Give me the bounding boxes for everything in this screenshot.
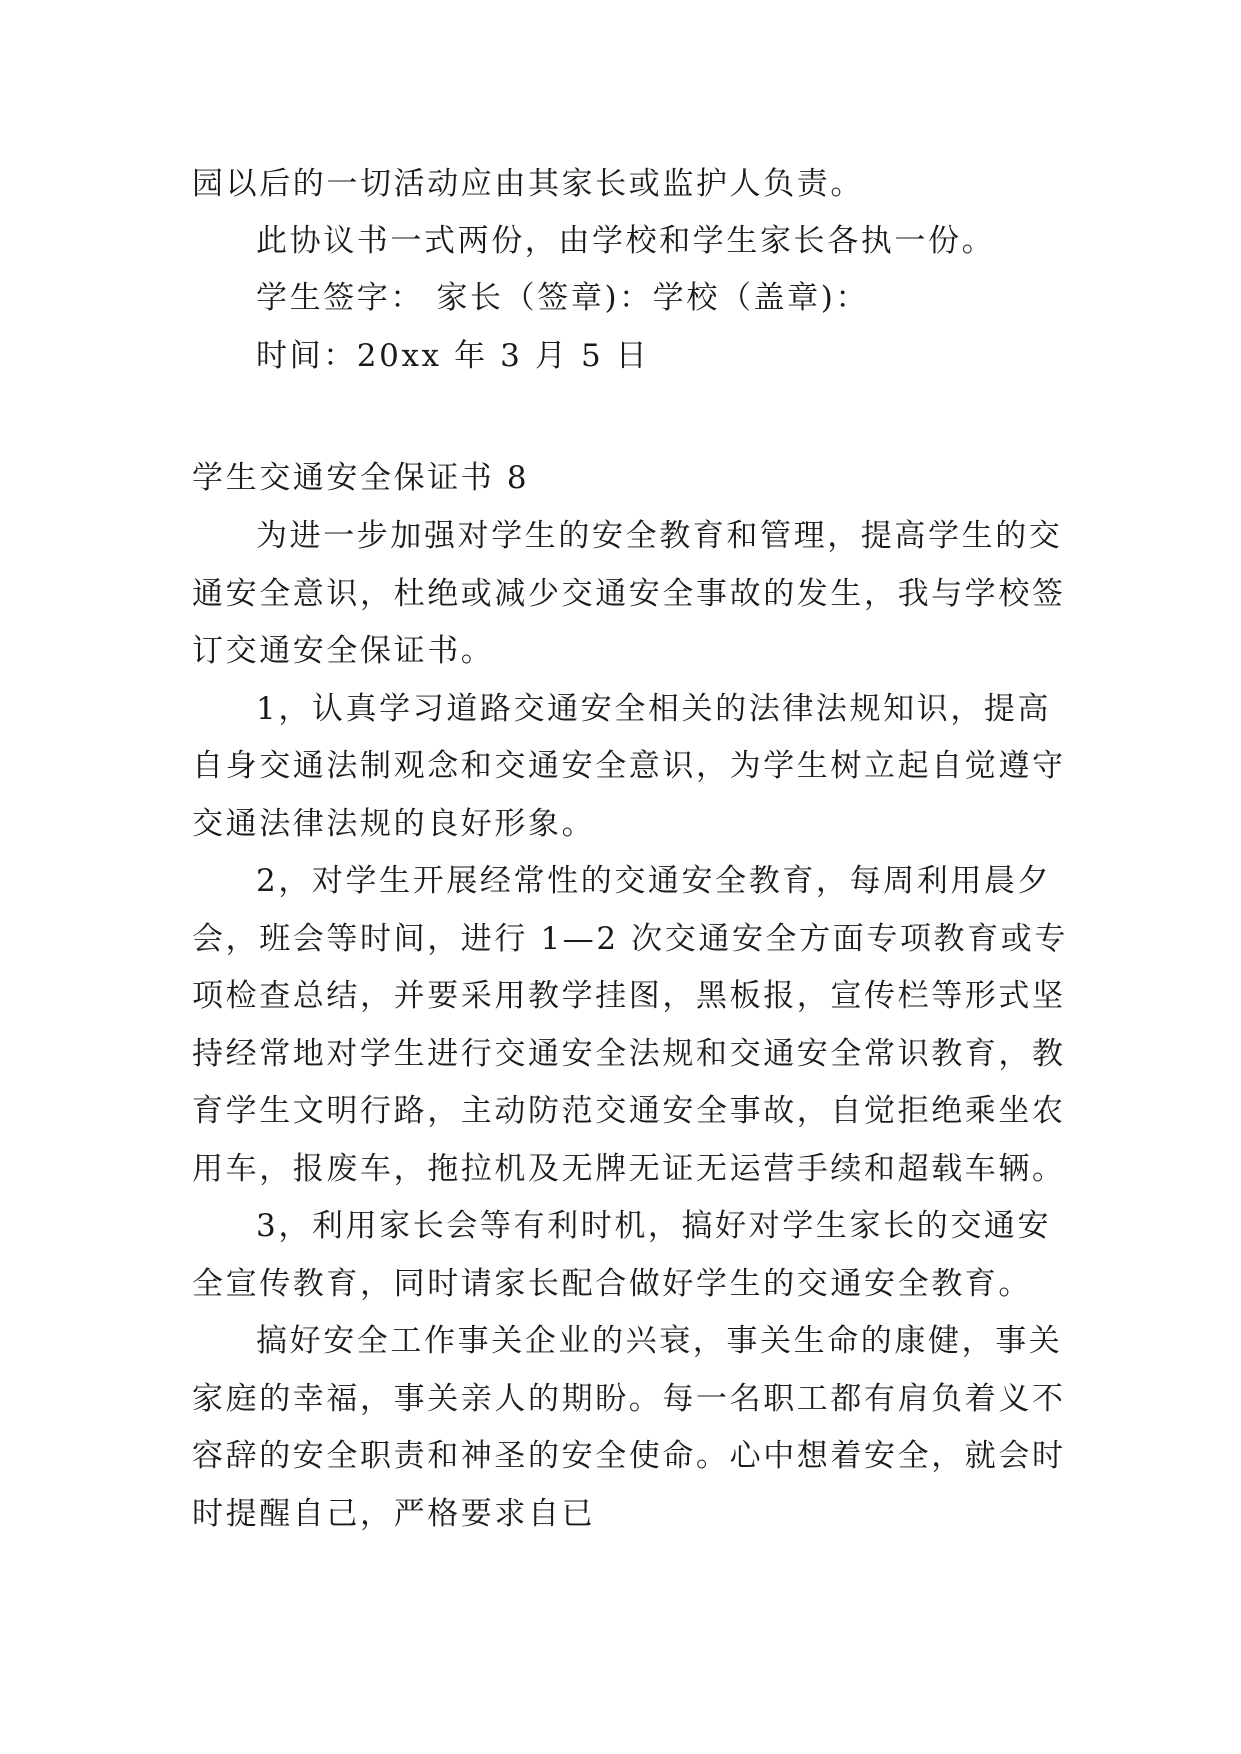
- text-line: 家庭的幸福，事关亲人的期盼。每一名职工都有肩负着义不: [192, 1381, 1066, 1417]
- text-line: 全宣传教育，同时请家长配合做好学生的交通安全教育。: [192, 1266, 1032, 1302]
- text-line: 1，认真学习道路交通安全相关的法律法规知识，提高: [256, 691, 1052, 727]
- text-line: 容辞的安全职责和神圣的安全使命。心中想着安全，就会时: [192, 1438, 1066, 1474]
- text-line: 此协议书一式两份，由学校和学生家长各执一份。: [256, 223, 996, 259]
- date-line: 时间：20xx 年 3 月 5 日: [256, 338, 650, 374]
- text-line: 项检查总结，并要采用教学挂图，黑板报，宣传栏等形式坚: [192, 978, 1066, 1014]
- text-line: 通安全意识，杜绝或减少交通安全事故的发生，我与学校签: [192, 576, 1066, 612]
- text-line: 时提醒自己，严格要求自已: [192, 1496, 596, 1532]
- text-line: 3，利用家长会等有利时机，搞好对学生家长的交通安: [256, 1208, 1052, 1244]
- text-line: 自身交通法制观念和交通安全意识，为学生树立起自觉遵守: [192, 748, 1066, 784]
- text-line: 会，班会等时间，进行 1—2 次交通安全方面专项教育或专: [192, 921, 1068, 957]
- text-line: 2，对学生开展经常性的交通安全教育，每周利用晨夕: [256, 863, 1052, 899]
- text-line: 园以后的一切活动应由其家长或监护人负责。: [192, 166, 864, 202]
- text-line: 交通法律法规的良好形象。: [192, 806, 596, 842]
- text-line: 持经常地对学生进行交通安全法规和交通安全常识教育，教: [192, 1036, 1066, 1072]
- text-line: 用车，报废车，拖拉机及无牌无证无运营手续和超载车辆。: [192, 1151, 1066, 1187]
- section-title: 学生交通安全保证书 8: [192, 460, 530, 496]
- text-line: 搞好安全工作事关企业的兴衰，事关生命的康健，事关: [256, 1323, 1063, 1359]
- text-line: 为进一步加强对学生的安全教育和管理，提高学生的交: [256, 518, 1063, 554]
- text-line: 订交通安全保证书。: [192, 633, 495, 669]
- text-line: 育学生文明行路，主动防范交通安全事故，自觉拒绝乘坐农: [192, 1093, 1066, 1129]
- signature-line: 学生签字： 家长（签章)：学校（盖章)：: [256, 280, 870, 316]
